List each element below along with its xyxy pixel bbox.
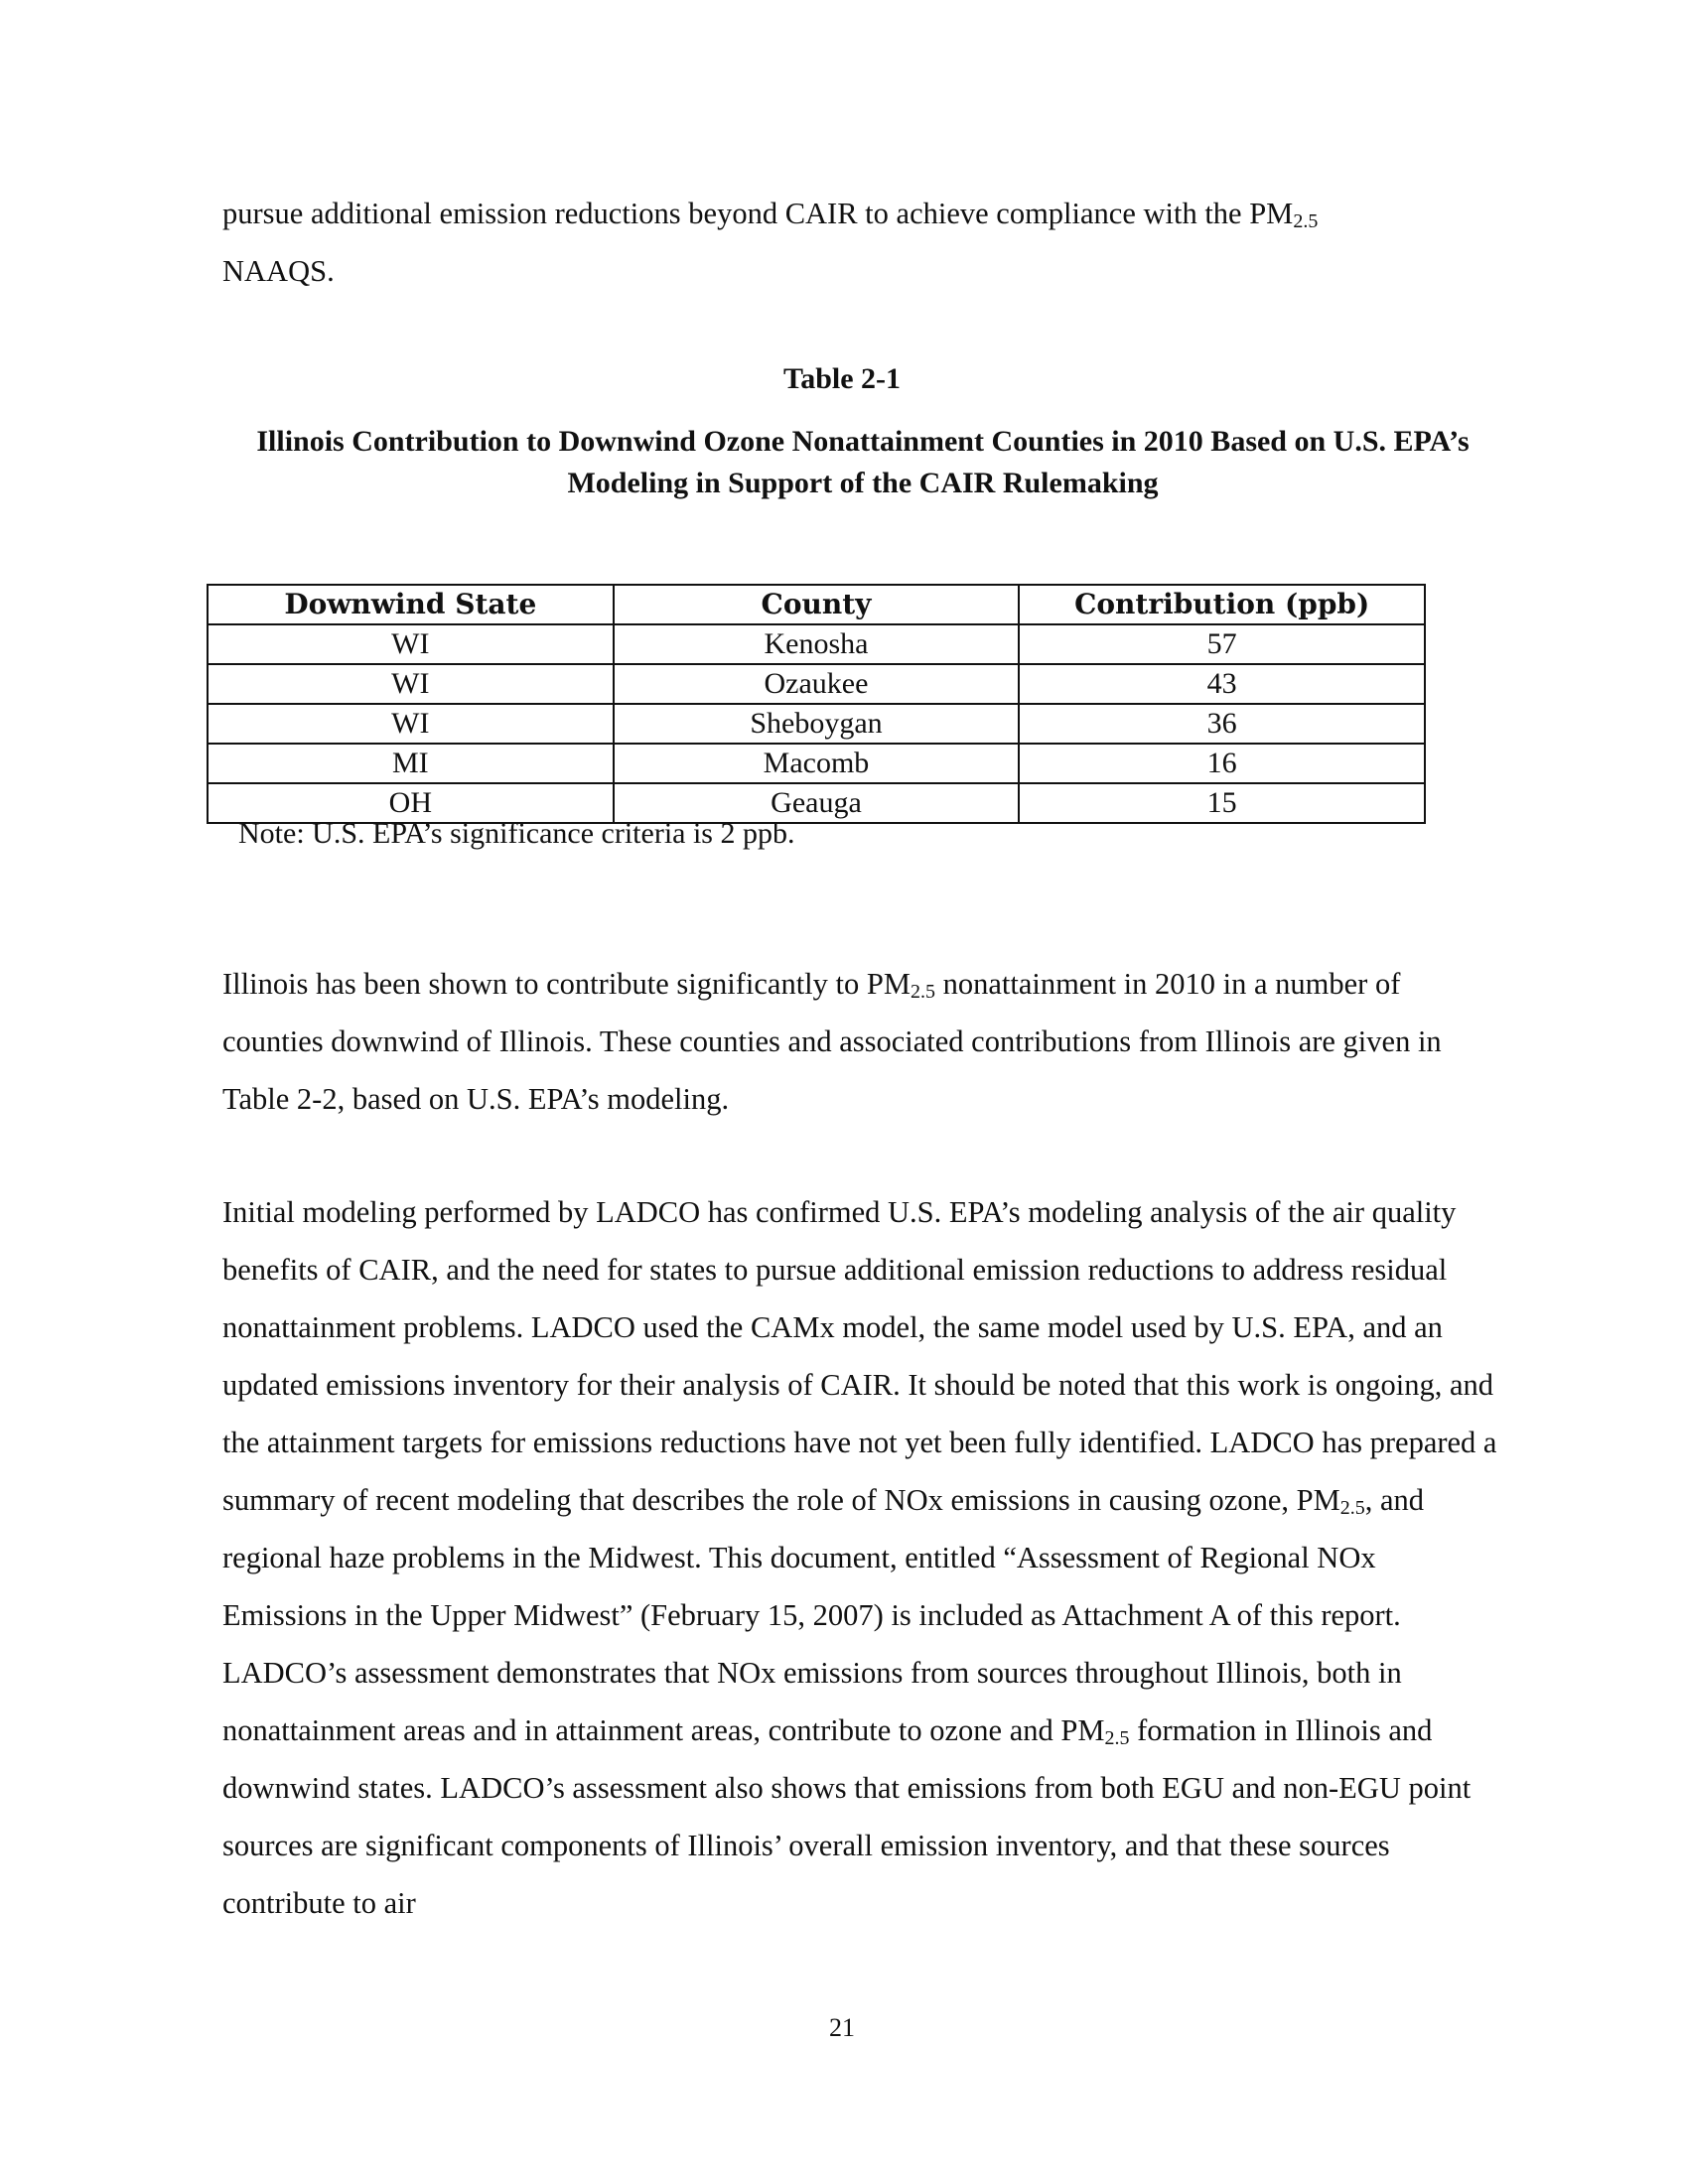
cell-state: MI bbox=[208, 744, 614, 783]
cell-state: WI bbox=[208, 704, 614, 744]
paragraph3-text-b: , and regional haze problems in the Midwest. This document, entitled “Assessment of Regional NOx Emissions in the Upper Midwest” (February 15, 2007) is included as Attachment A of this report. LADCO’s assessment demonstrates that NOx emissions from sources throughout Illinois, both in nonattainment areas and in attainment areas, contribute to ozone and PM bbox=[222, 1483, 1425, 1747]
cell-county: Kenosha bbox=[614, 624, 1020, 664]
pm-subscript: 2.5 bbox=[1104, 1727, 1130, 1749]
table-row bbox=[208, 704, 1425, 744]
paragraph2-text-b: nonattainment in 2010 in a number of counties downwind of Illinois. These counties and associated contributions from Illinois are given in Table 2-2, based on U.S. EPA’s modeling. bbox=[222, 967, 1442, 1116]
intro-paragraph bbox=[222, 185, 1503, 300]
page-number: 21 bbox=[829, 2013, 855, 2042]
paragraph2-text-a: Illinois has been shown to contribute significantly to PM bbox=[222, 967, 911, 1001]
header-county: County bbox=[614, 585, 1020, 624]
paragraph-pm25-contribution bbox=[222, 955, 1503, 1128]
cell-contribution: 36 bbox=[1019, 704, 1425, 744]
cell-county: Sheboygan bbox=[614, 704, 1020, 744]
table-row bbox=[208, 624, 1425, 664]
cell-state: OH bbox=[208, 783, 614, 823]
paragraph-ladco-modeling bbox=[222, 1183, 1503, 1932]
cell-state: WI bbox=[208, 624, 614, 664]
table-row bbox=[208, 744, 1425, 783]
cell-county: Ozaukee bbox=[614, 664, 1020, 704]
cell-contribution: 57 bbox=[1019, 624, 1425, 664]
paragraph3-text-a: Initial modeling performed by LADCO has confirmed U.S. EPA’s modeling analysis of the air quality benefits of CAIR, and the need for states to pursue additional emission reductions to address residual nonattainment problems. LADCO used the CAMx model, the same model used by U.S. EPA, and an updated emissions inventory for their analysis of CAIR. It should be noted that this work is ongoing, and the attainment targets for emissions reductions have not yet been fully identified. LADCO has prepared a summary of recent modeling that describes the role of NOx emissions in causing ozone, PM bbox=[222, 1195, 1497, 1517]
table-header-row bbox=[208, 585, 1425, 624]
cell-county: Macomb bbox=[614, 744, 1020, 783]
cell-contribution: 15 bbox=[1019, 783, 1425, 823]
table-number: Table 2-1 bbox=[782, 362, 902, 395]
contribution-table bbox=[207, 584, 1426, 824]
cell-contribution: 43 bbox=[1019, 664, 1425, 704]
intro-line2: NAAQS. bbox=[222, 254, 335, 288]
pm-subscript: 2.5 bbox=[1339, 1497, 1365, 1519]
paragraph3-text-c: formation in Illinois and downwind states. LADCO’s assessment also shows that emissions from both EGU and non-EGU point sources are significant components of Illinois’ overall emission inventory, and that these sources contribute to air bbox=[222, 1713, 1472, 1920]
intro-line1: pursue additional emission reductions beyond CAIR to achieve compliance with the PM bbox=[222, 197, 1294, 230]
table-title: Illinois Contribution to Downwind Ozone Nonattainment Counties in 2010 Based on U.S. EPA’s Modeling in Support of the CAIR Rulemaking bbox=[256, 425, 1470, 499]
cell-contribution: 16 bbox=[1019, 744, 1425, 783]
table-note: Note: U.S. EPA’s significance criteria is 2 ppb. bbox=[238, 817, 795, 850]
header-downwind-state: Downwind State bbox=[208, 585, 614, 624]
table-row bbox=[208, 664, 1425, 704]
pm-subscript: 2.5 bbox=[1293, 210, 1319, 232]
pm-subscript: 2.5 bbox=[910, 981, 935, 1003]
header-contribution: Contribution (ppb) bbox=[1019, 585, 1425, 624]
cell-county: Geauga bbox=[614, 783, 1020, 823]
cell-state: WI bbox=[208, 664, 614, 704]
